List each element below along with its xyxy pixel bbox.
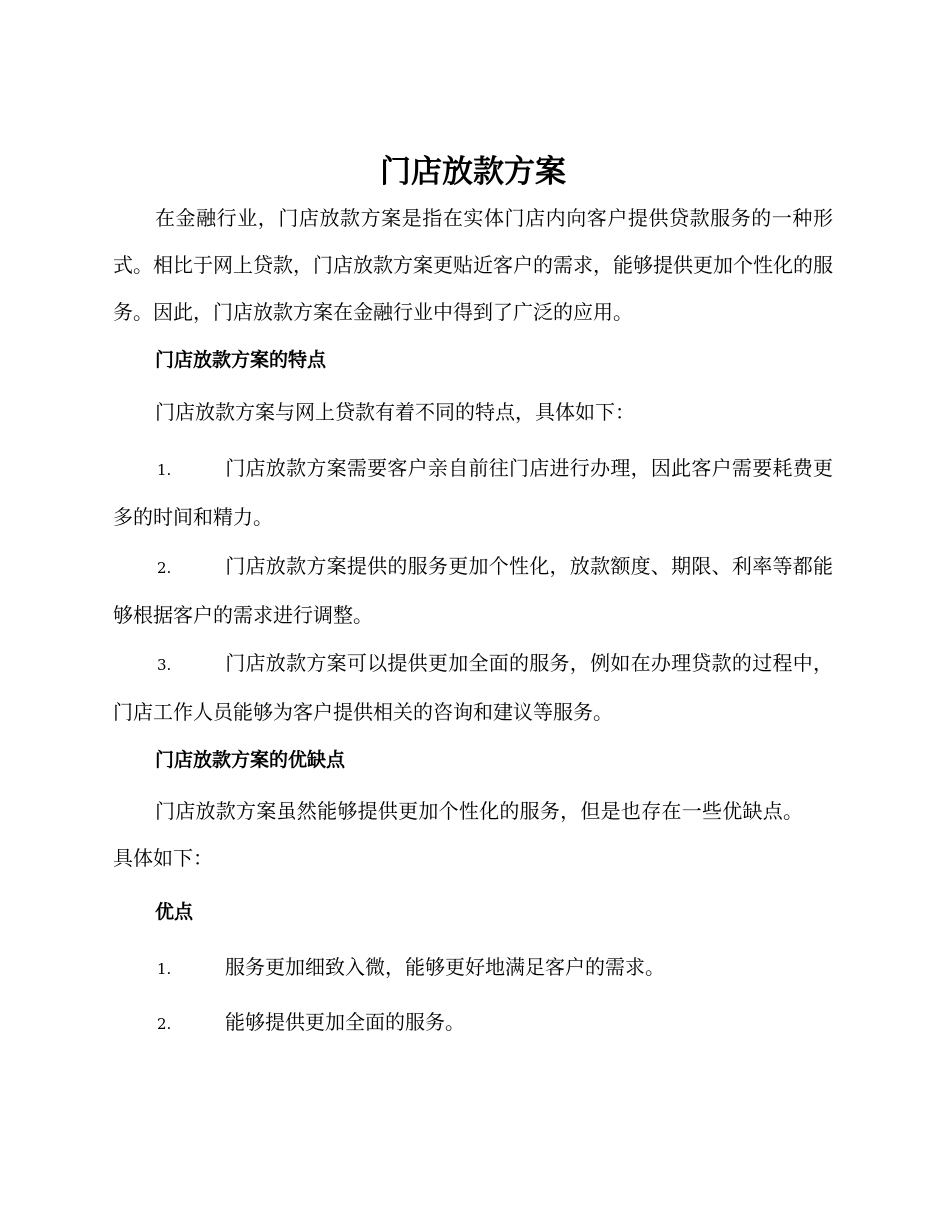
document-title: 门店放款方案 bbox=[380, 154, 566, 190]
list-item bbox=[113, 999, 833, 1048]
list-item bbox=[113, 640, 833, 736]
list-item-number: 3. bbox=[157, 656, 172, 674]
section-heading-features: 门店放款方案的特点 bbox=[155, 349, 327, 371]
intro-paragraph: 在金融行业，门店放款方案是指在实体门店内向客户提供贷款服务的一种形式。相比于网上贷款，门店放款方案更贴近客户的需求，能够提供更加个性化的服务。因此，门店放款方案在金融行业中得到了广泛的应用。 bbox=[113, 206, 833, 324]
pros-cons-lead-paragraph: 门店放款方案虽然能够提供更加个性化的服务，但是也存在一些优缺点。具体如下： bbox=[113, 799, 803, 870]
list-item-text: 门店放款方案可以提供更加全面的服务，例如在办理贷款的过程中，门店工作人员能够为客户提供相关的咨询和建议等服务。 bbox=[113, 651, 833, 724]
section-heading-pros-cons: 门店放款方案的优缺点 bbox=[155, 749, 346, 771]
list-item bbox=[113, 543, 833, 639]
list-item-text: 能够提供更加全面的服务。 bbox=[225, 1010, 465, 1034]
list-item-number: 1. bbox=[157, 461, 172, 479]
list-item-number: 1. bbox=[157, 960, 172, 978]
features-lead-paragraph: 门店放款方案与网上贷款有着不同的特点，具体如下： bbox=[155, 400, 635, 424]
list-item-number: 2. bbox=[157, 1015, 172, 1033]
list-item bbox=[113, 944, 833, 993]
list-item-text: 门店放款方案需要客户亲自前往门店进行办理，因此客户需要耗费更多的时间和精力。 bbox=[113, 456, 833, 529]
sub-heading-pros: 优点 bbox=[155, 901, 194, 923]
list-item-text: 服务更加细致入微，能够更好地满足客户的需求。 bbox=[225, 955, 665, 979]
list-item-number: 2. bbox=[157, 559, 172, 577]
list-item-text: 门店放款方案提供的服务更加个性化，放款额度、期限、利率等都能够根据客户的需求进行调整。 bbox=[113, 554, 833, 627]
list-item bbox=[113, 445, 833, 541]
